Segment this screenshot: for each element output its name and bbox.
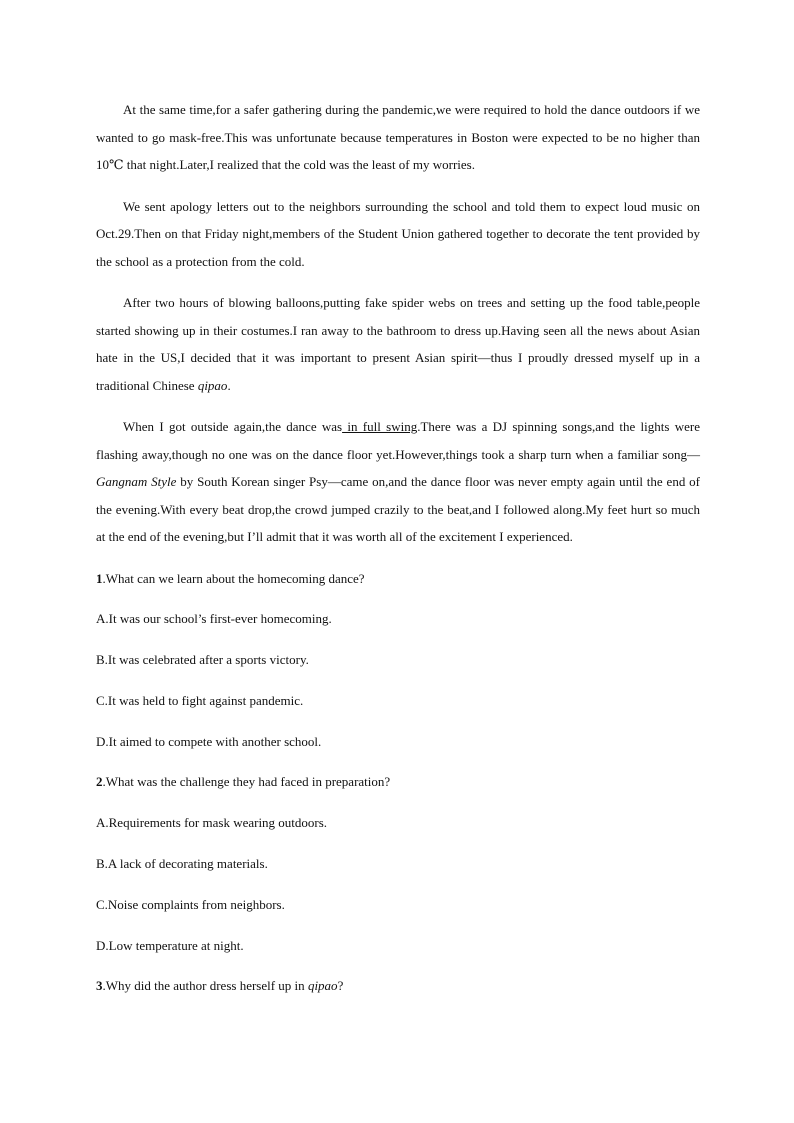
- underlined-phrase: in full swing: [342, 419, 418, 434]
- paragraph-4-text-end: by South Korean singer Psy—came on,and the dance floor was never empty again until the end of the evening.With every beat drop,the crowd jumped crazily to the beat,and I followed along.My feet hurt so much at the end of the evening,but I’ll admit that it was worth all of the excitement I experienced.: [96, 474, 700, 544]
- passage-paragraph-1: At the same time,for a safer gathering during the pandemic,we were required to hold the dance outdoors if we wanted to go mask-free.This was unfortunate because temperatures in Boston were expected to be no higher than 10℃ that night.Later,I realized that the cold was the least of my worries.: [96, 102, 700, 172]
- question-3-stem: [96, 972, 700, 999]
- question-2-option-c: C.Noise complaints from neighbors.: [96, 896, 285, 912]
- question-2-option-b: B.A lack of decorating materials.: [96, 856, 268, 872]
- question-1-option-b: B.It was celebrated after a sports victory.: [96, 652, 309, 668]
- question-number: 3: [96, 978, 103, 994]
- question-text-end: ?: [337, 978, 344, 994]
- question-2-stem: [96, 768, 700, 795]
- question-text: .Why did the author dress herself up in: [102, 978, 308, 994]
- passage-paragraph-3: [96, 289, 700, 399]
- question-list: [96, 565, 700, 1000]
- question-number: 2: [96, 774, 103, 790]
- question-1-stem: [96, 565, 700, 592]
- qipao-term: qipao: [197, 377, 228, 393]
- question-1-option-d: D.It aimed to compete with another school.: [96, 733, 322, 749]
- paragraph-4-text-start: When I got outside again,the dance was: [123, 419, 343, 434]
- question-2-option-d: D.Low temperature at night.: [96, 937, 244, 953]
- paragraph-3-text: After two hours of blowing balloons,putting fake spider webs on trees and setting up the food table,people started showing up in their costumes.I ran away to the bathroom to dress up.Having seen all the news about Asian hate in the US,I decided that it was important to present Asian spirit—thus I proudly dressed myself up in a traditional Chinese: [96, 295, 700, 393]
- question-1-option-a: A.It was our school’s first-ever homecoming.: [96, 611, 332, 627]
- question-number: 1: [96, 570, 103, 586]
- question-text: .What was the challenge they had faced in preparation?: [102, 774, 391, 790]
- song-title: Gangnam Style: [96, 474, 177, 489]
- question-text: .What can we learn about the homecoming dance?: [102, 570, 365, 586]
- qipao-term: qipao: [307, 978, 338, 994]
- question-2-option-a: A.Requirements for mask wearing outdoors.: [96, 815, 328, 831]
- question-1-option-c: C.It was held to fight against pandemic.: [96, 692, 304, 708]
- paragraph-4-text-middle: .There was a DJ spinning songs,and the lights were flashing away,though no one was on the dance floor yet.However,things took a sharp turn when a familiar song—: [96, 419, 700, 462]
- passage-paragraph-4: [96, 413, 700, 551]
- passage-paragraph-2: We sent apology letters out to the neighbors surrounding the school and told them to expect loud music on Oct.29.Then on that Friday night,members of the Student Union gathered together to decorate the tent provided by the school as a protection from the cold.: [96, 198, 700, 269]
- paragraph-3-end: .: [227, 377, 231, 393]
- document-page: [96, 96, 700, 1013]
